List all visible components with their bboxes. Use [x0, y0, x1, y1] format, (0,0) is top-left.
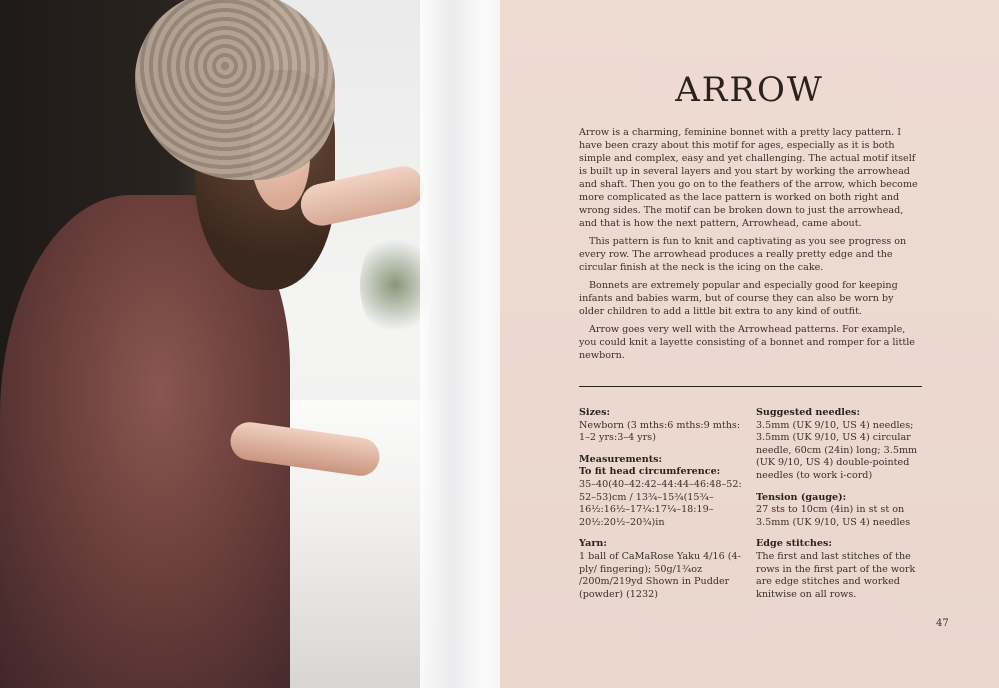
page-title: ARROW: [675, 70, 824, 110]
yarn-heading: Yarn:: [579, 538, 607, 550]
intro-paragraph: Bonnets are extremely popular and especially good for keeping infants and babies warm, but of course they can also be worn by older children to add a little bit extra to any kind of outfit.: [579, 280, 898, 317]
intro-paragraph: Arrow is a charming, feminine bonnet with a pretty lacy pattern. I have been crazy about this motif for ages, especially as it is both simple and complex, easy and yet challenging. The actual motif itself is built up in several layers and you start by working the arrowhead and shaft. Then you go on to the feathers of the arrow, which become more complicated as the lace pattern is worked on both right and wrong sides. The motif can be broken down to just the arrowhead, and that is how the next pattern, Arrowhead, came about.: [579, 127, 918, 229]
yarn-block: [579, 538, 744, 601]
page-number: 47: [936, 618, 949, 629]
needles-block: [756, 407, 926, 483]
yarn-value: 1 ball of CaMaRose Yaku 4/16 (4-ply/ fingering); 50g/1¾oz /200m/219yd Shown in Pudder (powder) (1232): [579, 550, 741, 600]
measurements-block: [579, 454, 744, 530]
tension-heading: Tension (gauge):: [756, 491, 847, 503]
intro-text: [579, 126, 921, 367]
tension-block: [756, 492, 926, 530]
intro-paragraph: Arrow goes very well with the Arrowhead patterns. For example, you could knit a layette consisting of a bonnet and romper for a little newborn.: [579, 324, 915, 361]
edge-stitches-block: [756, 538, 926, 601]
edge-stitches-heading: Edge stitches:: [756, 538, 832, 550]
divider-rule: [579, 386, 922, 387]
intro-paragraph: This pattern is fun to knit and captivating as you see progress on every row. The arrowhead produces a really pretty edge and the circular finish at the neck is the icing on the cake.: [579, 236, 907, 273]
head-circumference-heading: To fit head circumference:: [579, 466, 721, 478]
measurements-heading: Measurements:: [579, 453, 663, 465]
curtain: [420, 0, 500, 688]
text-page: [500, 0, 999, 688]
sizes-heading: Sizes:: [579, 407, 611, 418]
needles-value: 3.5mm (UK 9/10, US 4) needles; 3.5mm (UK 9/10, US 4) circular needle, 60cm (24in) long; 3.5mm (UK 9/10, US 4) double-pointed needles (to work i-cord): [756, 419, 918, 481]
sizes-block: [579, 407, 744, 445]
sizes-value: Newborn (3 mths:6 mths:9 mths: 1–2 yrs:3–4 yrs): [579, 419, 741, 444]
lace-bonnet: [135, 0, 335, 180]
tension-value: 27 sts to 10cm (4in) in st st on 3.5mm (UK 9/10, US 4) needles: [756, 504, 911, 528]
specs-right-column: [756, 407, 926, 610]
head-circumference-value: 35–40(40–42:42–44:44–46:48–52: 52–53)cm / 13¾–15¾(15¾–16½:16½–17¼:17¼–18:19–20½:20½–20¾)in: [579, 478, 742, 528]
specs-left-column: [579, 407, 744, 610]
edge-stitches-value: The first and last stitches of the rows in the first part of the work are edge stitches and worked knitwise on all rows.: [756, 550, 916, 600]
needles-heading: Suggested needles:: [756, 407, 860, 418]
